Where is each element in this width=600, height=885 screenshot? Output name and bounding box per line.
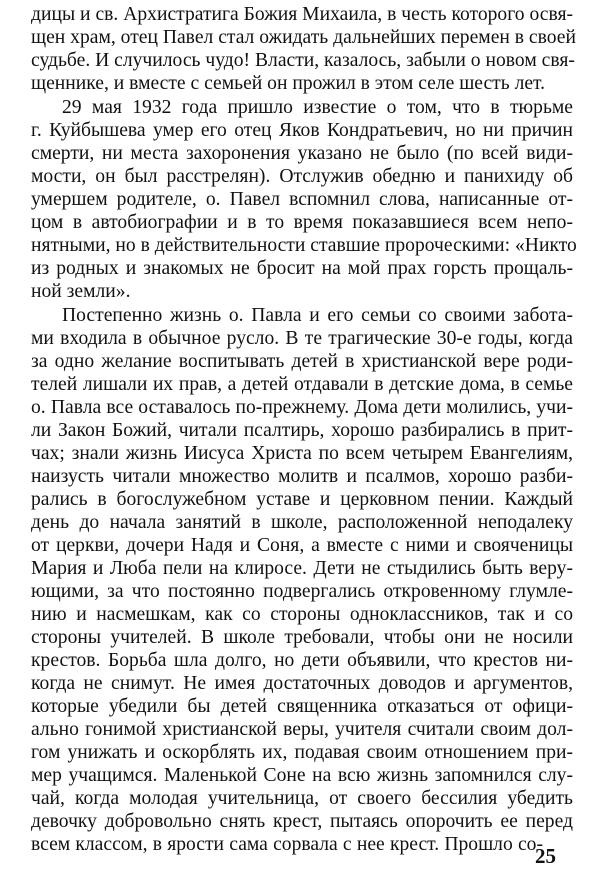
text-line: ной земли».: [31, 281, 131, 302]
text-line: когда не снимут. Не имея достаточных доводов и аргументов,: [31, 673, 573, 694]
text-line: г. Куйбышева умер его отец Яков Кондратьевич, но ни причин: [31, 120, 573, 141]
text-line: ально гонимой христианской веры, учителя считали своим дол-: [31, 719, 573, 740]
page-number: 25: [535, 844, 556, 868]
text-line: ющими, за что постоянно подвергались откровенному глумле-: [31, 581, 573, 602]
text-line: смерти, ни места захоронения указано не было (по всей види-: [31, 143, 573, 164]
text-line: всем классом, в ярости сама сорвала с нее крест. Прошло со-: [31, 834, 543, 855]
text-line: о. Павла все оставалось по-прежнему. Дома дети молились, учи-: [31, 397, 573, 418]
text-line: день до начала занятий в школе, расположенной неподалеку: [31, 512, 573, 533]
text-line: наизусть читали множество молитв и псалмов, хорошо разби-: [31, 466, 573, 487]
text-line: Постепенно жизнь о. Павла и его семьи со своими забота-: [62, 305, 573, 326]
text-line: нию и насмешкам, как со стороны одноклассников, так и со: [31, 604, 573, 625]
text-line: 29 мая 1932 года пришло известие о том, что в тюрьме: [62, 97, 573, 118]
text-line: от церкви, дочери Надя и Соня, а вместе с ними и свояченицы: [31, 535, 573, 556]
text-line: мер учащимся. Маленькой Соне на всю жизнь запомнился слу-: [31, 765, 573, 786]
text-line: мости, он был расстрелян). Отслужив обедню и панихиду об: [31, 166, 573, 187]
text-line: телей лишали их прав, а детей отдавали в детские дома, в семье: [31, 374, 573, 395]
text-line: цом в автобиографии и в то время показавшиеся всем непо-: [31, 212, 573, 233]
text-line: чах; знали жизнь Иисуса Христа по всем четырем Евангелиям,: [31, 443, 573, 464]
text-line: дицы и св. Архистратига Божия Михаила, в честь которого освя-: [31, 4, 573, 25]
text-line: чай, когда молодая учительница, от своего бессилия убедить: [31, 788, 573, 809]
text-line: стороны учителей. В школе требовали, чтобы они не носили: [31, 627, 573, 648]
text-line: ли Закон Божий, читали псалтирь, хорошо разбирались в прит-: [31, 420, 573, 441]
text-line: умершем родителе, о. Павел вспомнил слова, написанные от-: [31, 189, 573, 210]
text-line: судьбе. И случилось чудо! Власти, казалось, забыли о новом свя-: [31, 50, 575, 71]
text-line: которые убедили бы детей священника отказаться от офици-: [31, 696, 573, 717]
text-line: ми входила в обычное русло. В те трагические 30-е годы, когда: [31, 328, 573, 349]
text-line: нятными, но в действительности ставшие пророческими: «Никто: [31, 235, 577, 256]
text-line: за одно желание воспитывать детей в христианской вере роди-: [31, 351, 573, 372]
text-line: щеннике, и вместе с семьей он прожил в этом селе шесть лет.: [31, 73, 546, 94]
text-line: Мария и Люба пели на клиросе. Дети не стыдились быть веру-: [31, 558, 573, 579]
text-line: щен храм, отец Павел стал ожидать дальнейших перемен в своей: [31, 27, 576, 48]
text-line: рались в богослужебном уставе и церковном пении. Каждый: [31, 489, 573, 510]
text-line: крестов. Борьба шла долго, но дети объявили, что крестов ни-: [31, 650, 573, 671]
text-line: гом унижать и оскорблять их, подавая своим отношением при-: [31, 742, 573, 763]
text-line: девочку добровольно снять крест, пытаясь опорочить ее перед: [31, 811, 573, 832]
text-line: из родных и знакомых не бросит на мой прах горсть прощаль-: [31, 258, 573, 279]
